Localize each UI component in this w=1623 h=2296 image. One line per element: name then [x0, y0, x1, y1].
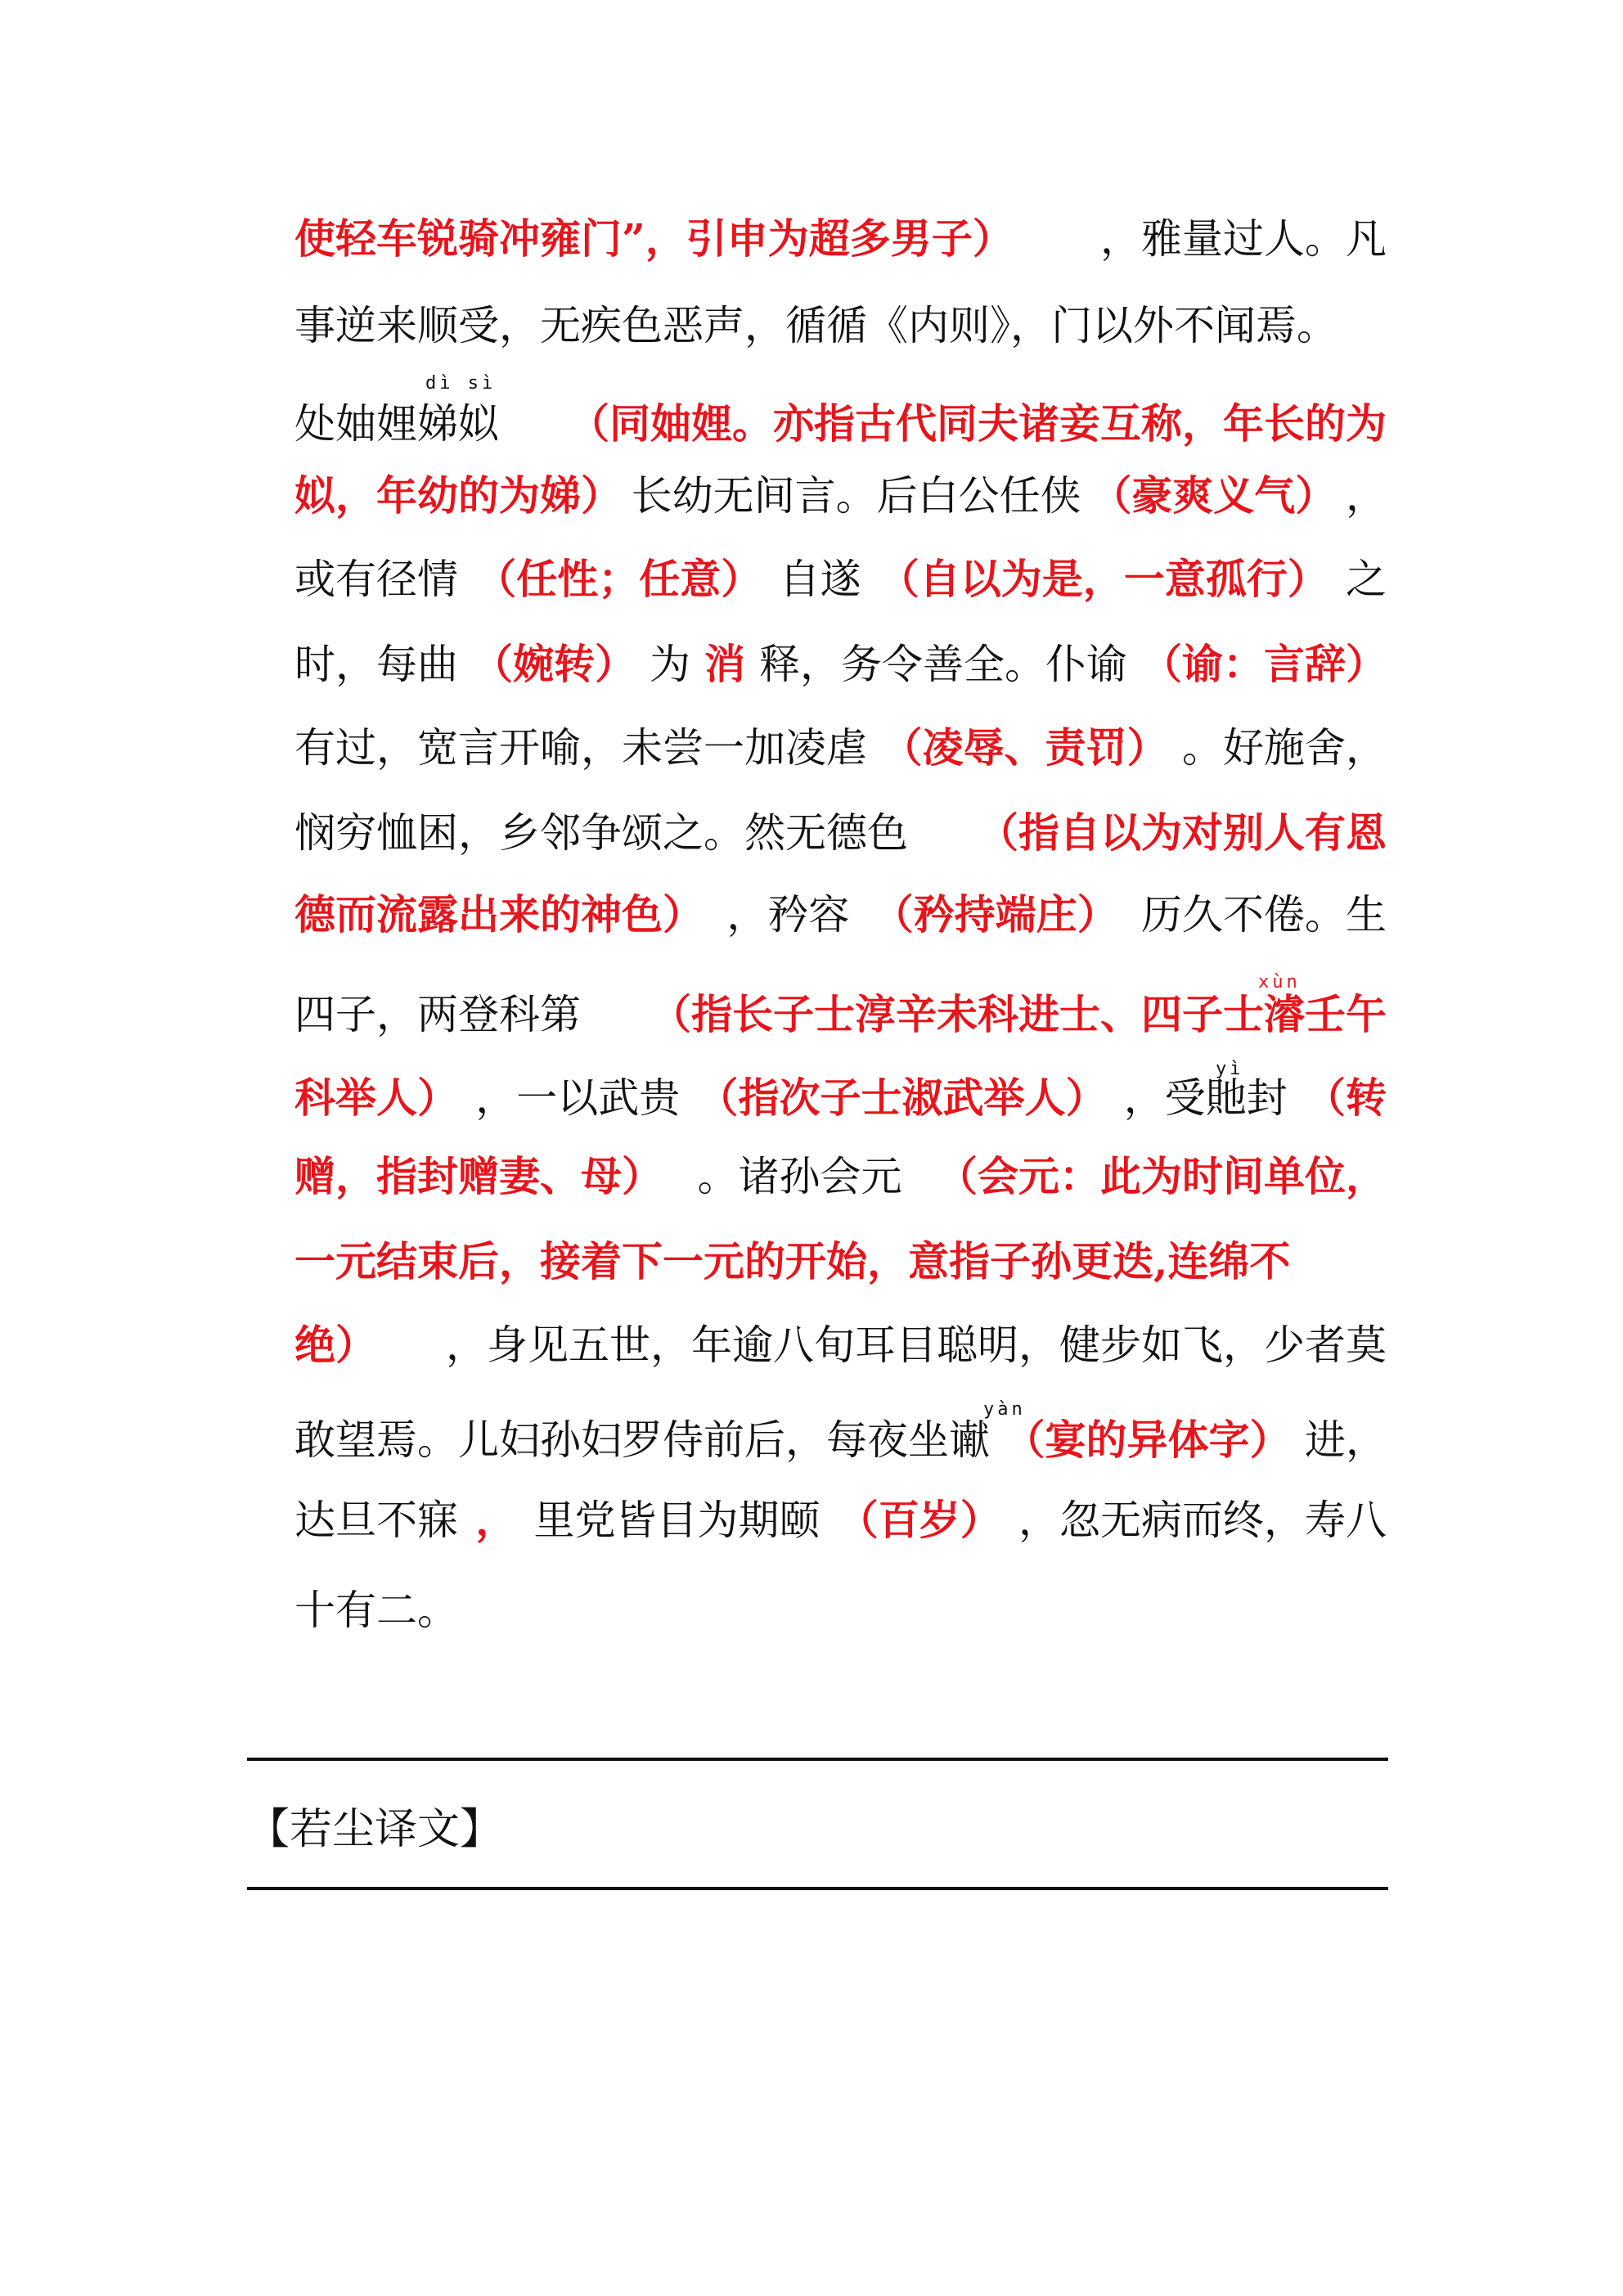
- body-line: [294, 800, 1387, 866]
- ruby-yi: yì: [1216, 1059, 1244, 1079]
- annotation-text: （豪爽义气）: [1090, 471, 1337, 520]
- body-text-segment: 长幼无间言。后白公任侠: [631, 472, 1081, 520]
- annotation-text: （婉转）: [472, 640, 636, 688]
- body-line: [294, 1144, 1387, 1209]
- annotation-text: 赠，指封赠妻、母）: [294, 1152, 663, 1200]
- annotation-text: （指次子士淑武举人）: [697, 1074, 1107, 1122]
- body-text-segment: 达旦不寐: [294, 1497, 458, 1544]
- annotation-text: 一元结束后，接着下一元的开始，意指子孙更迭,连绵不: [294, 1237, 1291, 1285]
- body-line: [294, 1312, 1387, 1378]
- annotation-text: （自以为是，一意孤行）: [878, 555, 1329, 603]
- body-text-segment: ，身见五世，年逾八旬耳目聪明，健步如飞，少者莫: [446, 1321, 1387, 1369]
- ruby-disi: dì sì: [425, 373, 497, 394]
- annotation-text: （凌辱、责罚）: [881, 723, 1168, 772]
- ruby-yan: yàn: [983, 1399, 1026, 1420]
- body-text-segment: 或有径情: [294, 556, 458, 603]
- annotation-text: （矜持端庄）: [872, 890, 1118, 939]
- annotation-text: （指长子士淳辛未科进士、四子士濬壬午: [650, 990, 1387, 1038]
- annotation-text: 德而流露出来的神色）: [294, 890, 704, 939]
- annotation-text: （指自以为对别人有恩: [978, 808, 1387, 857]
- body-line: [294, 463, 1387, 529]
- body-text-segment: ，受貤封: [1123, 1074, 1288, 1122]
- body-text-segment: 。好施舍，: [1182, 724, 1387, 772]
- body-text-segment: 。诸孙会元: [697, 1153, 902, 1200]
- body-text-segment: 敢望焉。儿妇孙妇罗侍前后，每夜坐谳: [294, 1416, 990, 1464]
- body-line: [294, 632, 1387, 697]
- section-title: 【若尘译文】: [247, 1805, 503, 1854]
- body-text-segment: ，忽无病而终，寿八: [1018, 1497, 1387, 1544]
- body-text-segment: 自遂: [779, 556, 861, 603]
- body-text-segment: ，矜容: [726, 891, 850, 939]
- body-line: [294, 982, 1387, 1047]
- body-text-segment: 为: [650, 641, 690, 688]
- annotation-text: 姒，年幼的为娣）: [294, 471, 622, 520]
- body-line: [294, 1407, 1387, 1473]
- annotation-text: （同妯娌。亦指古代同夫诸妾互称，年长的为: [569, 399, 1387, 448]
- body-text-segment: 时，每曲: [294, 641, 458, 688]
- body-text-segment: 里党皆目为期颐: [533, 1497, 820, 1544]
- annotation-text: 绝）: [294, 1321, 376, 1369]
- body-text-segment: 处妯娌娣姒: [294, 400, 499, 448]
- section-rule-bottom: [247, 1887, 1388, 1890]
- ruby-xun: xùn: [1258, 972, 1301, 993]
- annotation-text: （转: [1305, 1074, 1387, 1122]
- body-text-segment: 历久不倦。生: [1140, 891, 1387, 939]
- annotation-text: （会元：此为时间单位，: [937, 1152, 1387, 1200]
- body-line: [294, 547, 1387, 612]
- annotation-text: 使轻车锐骑冲雍门”，引申为超多男子）: [294, 214, 1014, 263]
- body-line: [294, 1578, 1387, 1643]
- annotation-text: 科举人）: [294, 1074, 458, 1122]
- body-line: [294, 882, 1387, 948]
- body-text-segment: 释，务令善全。仆谕: [759, 641, 1127, 688]
- annotation-text: 消: [704, 640, 745, 688]
- body-text-segment: ，雅量过人。凡: [1100, 215, 1387, 263]
- body-text-segment: 十有二。: [294, 1587, 458, 1634]
- body-text-segment: ，: [1345, 472, 1387, 520]
- body-line: [294, 715, 1387, 781]
- body-text-segment: 之: [1346, 556, 1387, 603]
- annotation-text: ，: [475, 1496, 517, 1544]
- section-rule-top: [247, 1758, 1388, 1761]
- body-text-segment: 事逆来顺受，无疾色恶声，循循《内则》，门以外不闻焉。: [294, 302, 1338, 349]
- body-text-segment: 四子，两登科第: [294, 991, 581, 1038]
- body-line: [294, 293, 1387, 358]
- annotation-text: （谕：言辞）: [1141, 640, 1387, 688]
- body-line: [294, 1229, 1387, 1294]
- annotation-text: （宴的异体字）: [1004, 1416, 1291, 1464]
- body-line: [294, 391, 1387, 457]
- body-text-segment: 有过，宽言开喻，未尝一加凌虐: [294, 724, 867, 772]
- body-text-segment: 悯穷恤困，乡邻争颂之。然无德色: [294, 809, 908, 857]
- body-text-segment: ，一以武贵: [475, 1074, 681, 1122]
- annotation-text: （百岁）: [837, 1496, 1001, 1544]
- body-line: [294, 1488, 1387, 1553]
- body-line: [294, 206, 1387, 272]
- body-text-segment: 进，: [1305, 1416, 1387, 1464]
- annotation-text: （任性；任意）: [475, 555, 762, 603]
